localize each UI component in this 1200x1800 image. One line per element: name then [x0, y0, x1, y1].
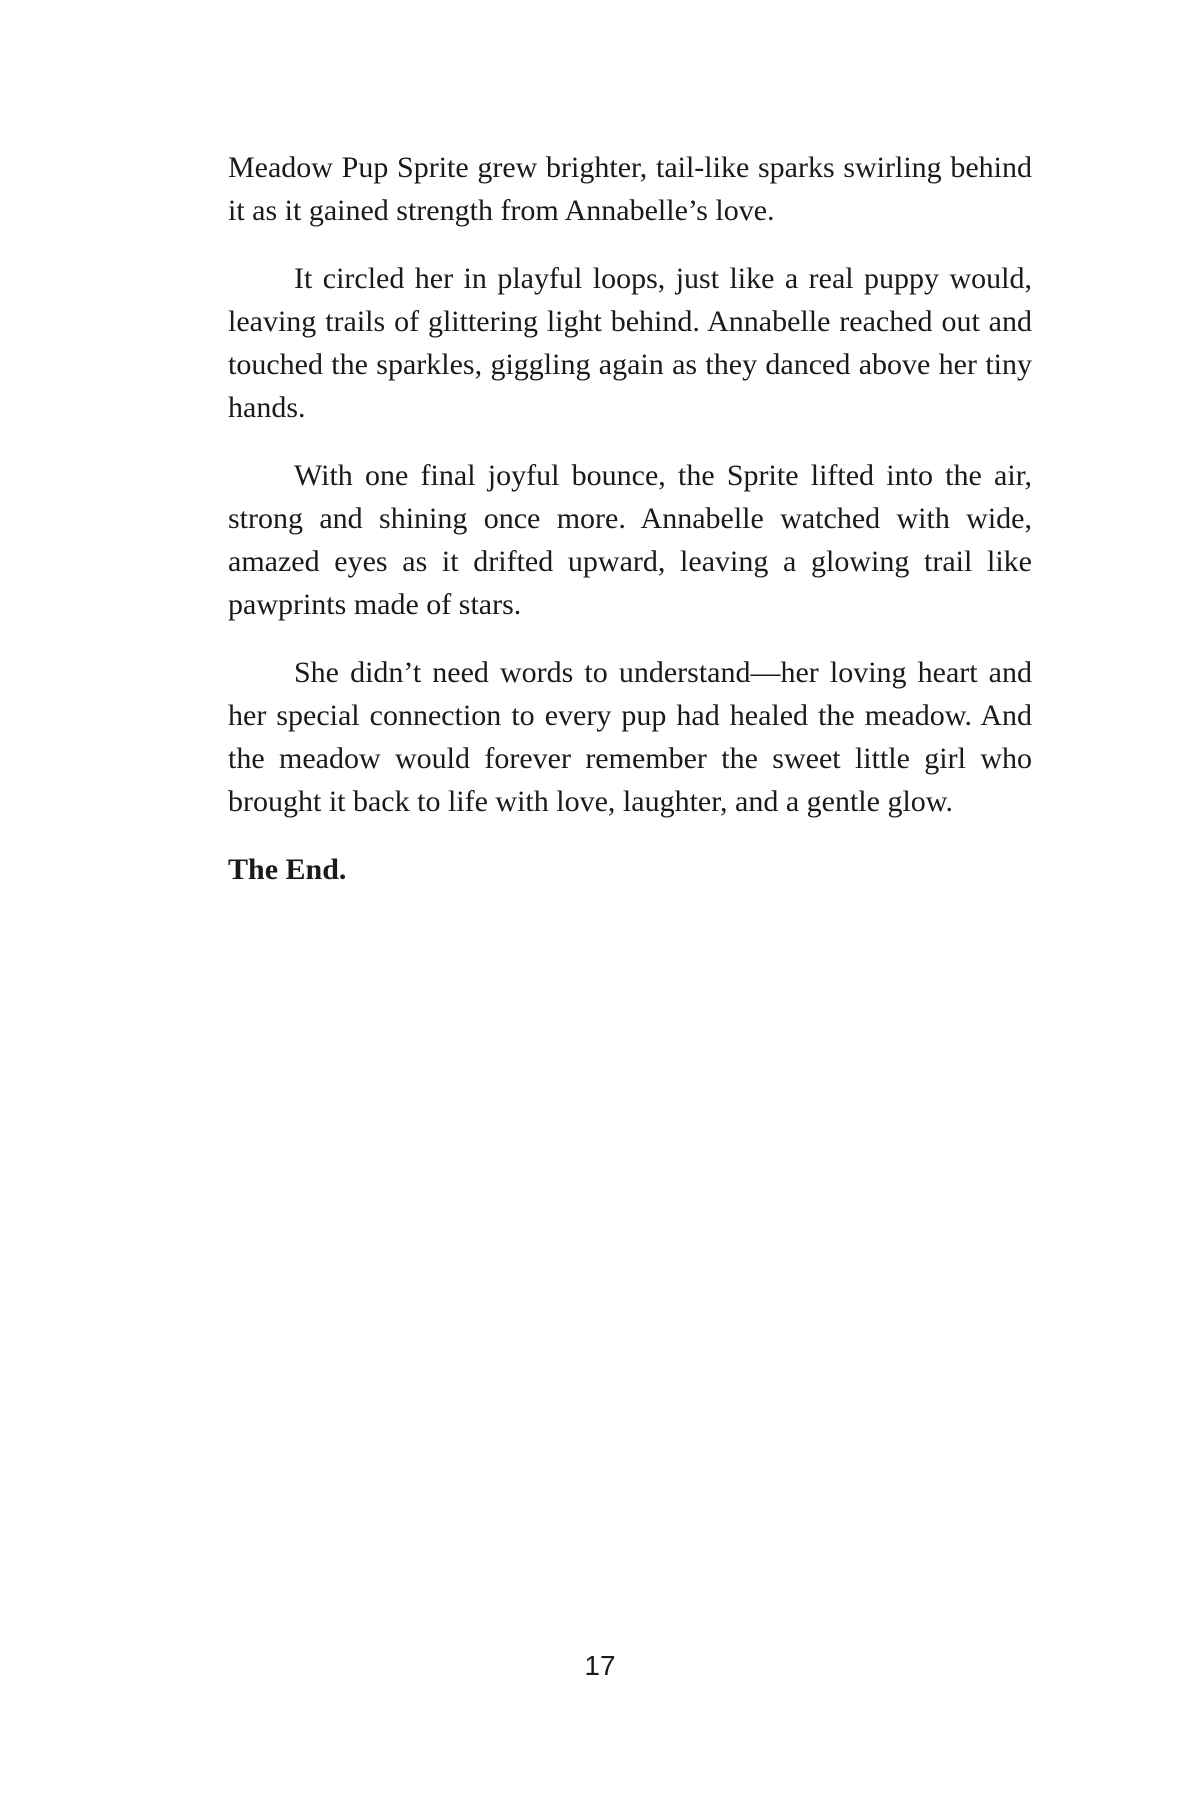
body-text — [228, 146, 1032, 891]
paragraph-healed-meadow: She didn’t need words to understand—her loving heart and her special connection to every pup had healed the meadow. And the meadow would forever remember the sweet little girl who brought it back to life with love, laughter, and a gentle glow. — [228, 656, 1032, 818]
page-number: 17 — [584, 1650, 616, 1681]
the-end-label: The End. — [228, 853, 347, 886]
paragraph-playful-loops: It circled her in playful loops, just like a real puppy would, leaving trails of glittering light behind. Annabelle reached out and touched the sparkles, giggling again as they danced above her tiny hands. — [228, 262, 1032, 424]
paragraph-continuation: Meadow Pup Sprite grew brighter, tail-like sparks swirling behind it as it gained strength from Annabelle’s love. — [228, 151, 1032, 227]
paragraph-final-bounce: With one final joyful bounce, the Sprite lifted into the air, strong and shining once more. Annabelle watched with wide, amazed eyes as it drifted upward, leaving a glowing trail like pawprints made of stars. — [228, 459, 1032, 621]
